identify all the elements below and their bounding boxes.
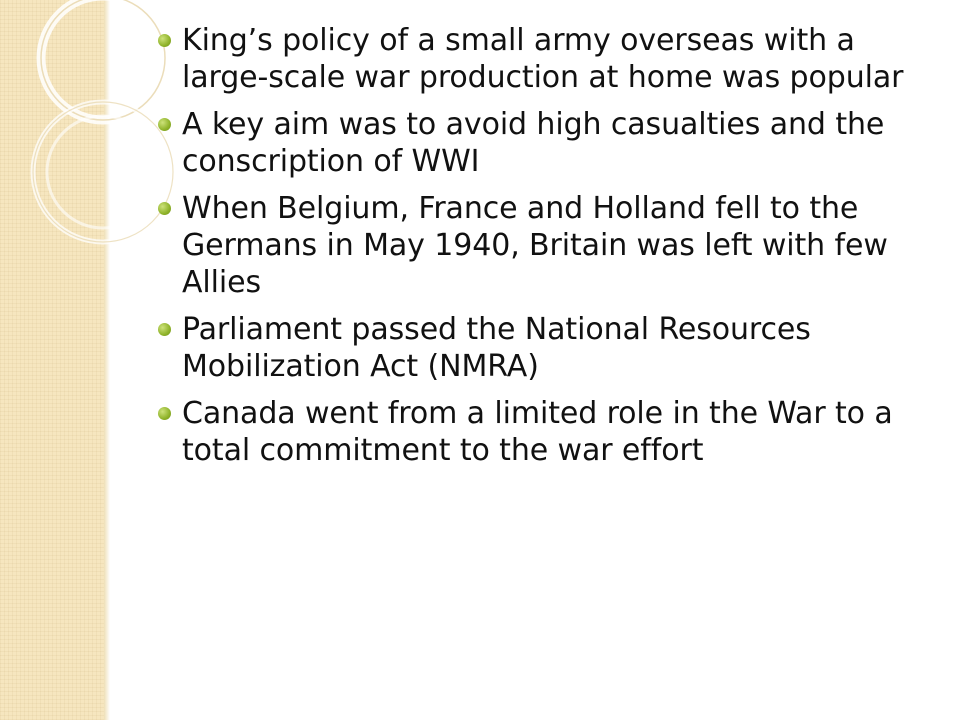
bullet-text: Canada went from a limited role in the War to a total commitment to the war effort [182, 396, 893, 468]
bullet-item [152, 395, 942, 469]
bullet-item [152, 22, 942, 96]
bullet-dot-icon [158, 202, 171, 215]
bullet-dot-icon [158, 407, 171, 420]
bullet-dot-icon [158, 323, 171, 336]
bullet-list [152, 22, 942, 469]
decorative-ring-small [47, 116, 159, 228]
bullet-item [152, 190, 942, 301]
bullet-text: King’s policy of a small army overseas with a large-scale war production at home was popular [182, 23, 904, 95]
bullet-text: A key aim was to avoid high casualties and the conscription of WWI [182, 107, 885, 179]
slide-content [152, 22, 942, 479]
bullet-text: When Belgium, France and Holland fell to the Germans in May 1940, Britain was left with few Allies [182, 191, 888, 300]
bullet-item [152, 106, 942, 180]
bullet-text: Parliament passed the National Resources Mobilization Act (NMRA) [182, 312, 811, 384]
bullet-item [152, 311, 942, 385]
bullet-dot-icon [158, 34, 171, 47]
bullet-dot-icon [158, 118, 171, 131]
